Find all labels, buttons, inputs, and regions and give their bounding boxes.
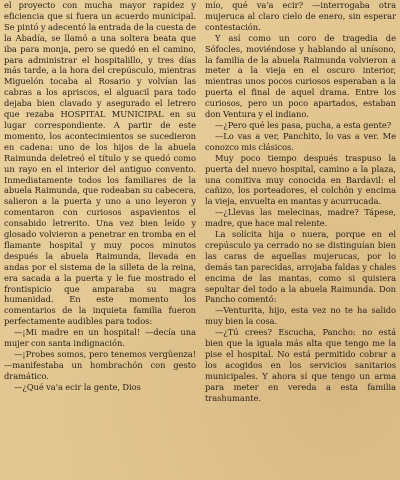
paragraph: —¿Llevas las melecinas, madre? Tápese, madre, que hace mal relente. (205, 207, 396, 229)
paragraph: —¡Mi madre en un hospital! —decía una mujer con santa indignación. (4, 327, 196, 349)
paragraph: —Venturita, hijo, esta vez no te ha salido muy bien la cosa. (205, 305, 396, 327)
paragraph: Y así como un coro de tragedia de Sófocles, moviéndose y hablando al unísono, la familia de la abuela Raimunda volvieron a meter a la vieja en el oscuro interior, mientras unos pocos curiosos esperaban a la puerta el final de aquel drama. Entre los curiosos, pero un poco apartados, estaban don Ventura y el indiano. (205, 32, 396, 120)
right-column (205, 0, 396, 478)
left-column (4, 0, 196, 478)
paragraph: mío, qué va'a ecir? —interrogaba otra mujeruca al claro cielo de enero, sin esperar contestación. (205, 0, 396, 32)
paragraph: —¿Tú crees? Escucha, Pancho: no está bien que la iguala más alta que tengo me la pise el hospital. No está permitido cobrar a los acogidos en los servicios sanitarios municipales. Y ahora sí que tengo un arma para meter en vereda a esta familia trashumante. (205, 327, 396, 403)
paragraph: Muy poco tiempo después traspuso la puerta del nuevo hospital, camino a la plaza, una comitiva muy conocida en Bardavil: el cañizo, los porteadores, el colchón y encima la vieja, envuelta en mantas y acurrucada. (205, 152, 396, 207)
paragraph: —Lo vas a ver, Panchito, lo vas a ver. Me conozco mis clásicos. (205, 130, 396, 152)
paragraph: La solícita hija o nuera, porque en el crepúsculo ya cerrado no se distinguían bien las caras de aquellas mujerucas, por lo demás tan parecidas, arrojaba faldas y chales encima de las mantas, como si quisiera sepultar del todo a la abuela Raimunda. Don Pancho comentó: (205, 229, 396, 305)
paragraph: —¿Qué va'a ecir la gente, Dios (14, 381, 141, 392)
paragraph: —¡Probes somos, pero tenemos vergüenza! —manifestaba un hombrachón con gesto dramático. (4, 349, 196, 381)
paragraph: el proyecto con mucha mayor rapidez y eficiencia que si fuera un acuerdo municipal. Se pintó y adecentó la entrada de la cuesta de la Abadía, se llamó a una soltera beata que iba para monja, pero se quedó en el camino, para administrar el hospitalillo, y tres días más tarde, a la hora del crepúsculo, mientras Miguelón tocaba al Rosario y volvían las cabras a los apriscos, el alguacil para todo dejaba bien clavado y asegurado el letrero que rezaba HOSPITAL MUNICIPAL en su lugar correspondiente. A partir de este momento, los acontecimientos se sucedieron en cadena: uno de los hijos de la abuela Raimunda deletreó el título y se quedó como un rayo en el interior del antiguo convento. Inmediatamente todos los familiares de la abuela Raimunda, que rodeaban su cabecera, salieron a la puerta y uno a uno leyeron y comentaron con curiosos aspavientos el consabido letrerito. Una vez bien leído y glosado volvieron a penetrar en tromba en el flamante hospital y muy pocos minutos después la abuela Raimunda, llevada en andas por el sistema de la silleta de la reina, era sacada a la puerta y le fue mostrado el frontispicio que amparaba su magra humanidad. En este momento los comentarios de la inquieta familia fueron perfectamente audibles para todos: (4, 0, 196, 327)
paragraph: —¿Pero qué les pasa, pucha, a esta gente? (215, 119, 392, 130)
